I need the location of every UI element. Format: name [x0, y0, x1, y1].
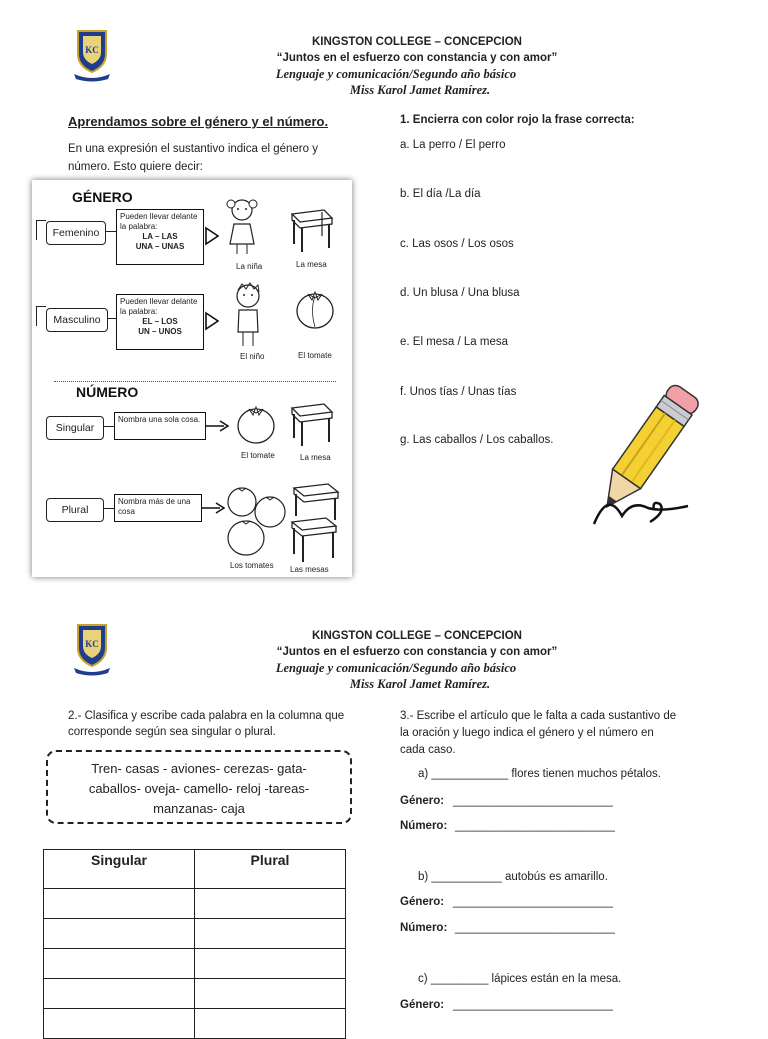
- table-cell[interactable]: [44, 919, 195, 949]
- col-plural-header: Plural: [195, 850, 346, 889]
- exercise1-item-e[interactable]: e. El mesa / La mesa: [400, 336, 509, 348]
- exercise3-a-genero-label: Género:: [400, 795, 445, 807]
- exercise3-a-numero-field[interactable]: _________________________: [455, 820, 615, 832]
- exercise3-a-numero-label: Número:: [400, 820, 448, 832]
- intro-line-1: En una expresión el sustantivo indica el género y: [68, 143, 318, 155]
- tomatoes-icon: [224, 482, 290, 562]
- exercise3-c-sentence[interactable]: c) _________ lápices están en la mesa.: [418, 973, 622, 985]
- school-name-2: KINGSTON COLLEGE – CONCEPCION: [311, 630, 522, 642]
- exercise1-item-g[interactable]: g. Las caballos / Los caballos.: [400, 434, 554, 446]
- arrow-icon: [204, 311, 220, 331]
- exercise1-item-d[interactable]: d. Un blusa / Una blusa: [400, 287, 520, 299]
- arrow-icon: [204, 226, 220, 246]
- col-singular-header: Singular: [44, 850, 195, 889]
- teacher-name-2: Miss Karol Jamet Ramírez.: [349, 677, 491, 691]
- nino-caption: El niño: [240, 352, 265, 361]
- masculino-rule-2: la palabra:: [120, 307, 158, 316]
- masculino-label: Masculino: [46, 308, 108, 332]
- femenino-rule-4: UNA – UNAS: [135, 242, 185, 251]
- teacher-name: Miss Karol Jamet Ramírez.: [349, 83, 491, 97]
- femenino-rule-2: la palabra:: [120, 222, 158, 231]
- numero-heading: NÚMERO: [76, 384, 139, 400]
- arrow-right-icon: [206, 418, 230, 434]
- word-bank: [46, 750, 352, 824]
- plural-rule-1: Nombra más de una: [118, 497, 191, 506]
- femenino-rule-3: LA – LAS: [142, 232, 178, 241]
- nina-caption: La niña: [236, 262, 263, 271]
- classification-table: [43, 849, 346, 1039]
- exercise3-instruction-2: la oración y luego indica el género y el número en: [400, 727, 654, 739]
- singular-mesa-caption: La mesa: [300, 453, 331, 462]
- table-cell[interactable]: [44, 979, 195, 1009]
- exercise1-item-c[interactable]: c. Las osos / Los osos: [400, 238, 514, 250]
- school-motto: “Juntos en el esfuerzo con constancia y con amor”: [276, 52, 558, 64]
- table-cell[interactable]: [195, 949, 346, 979]
- exercise3-b-genero-field[interactable]: _________________________: [453, 896, 613, 908]
- exercise3-b-genero-label: Género:: [400, 896, 445, 908]
- course-name: Lenguaje y comunicación/Segundo año básico: [275, 67, 517, 81]
- exercise1-item-b[interactable]: b. El día /La día: [400, 188, 481, 200]
- singular-rule-box: [114, 412, 206, 440]
- masculino-rule-1: Pueden llevar delante: [120, 297, 198, 306]
- exercise1-item-a[interactable]: a. La perro / El perro: [400, 139, 506, 151]
- table-icon: [286, 400, 336, 450]
- mesa-caption: La mesa: [296, 260, 327, 269]
- plural-rule-2: cosa: [118, 507, 135, 516]
- tables-icon: [288, 480, 344, 564]
- pencil-icon: [588, 380, 700, 530]
- tomates-caption: Los tomates: [230, 561, 274, 570]
- crest-text: KC: [85, 639, 99, 649]
- girl-icon: [224, 196, 260, 258]
- masculino-rule-box: [116, 294, 204, 350]
- exercise2-instruction-1: 2.- Clasifica y escribe cada palabra en la columna que: [68, 710, 345, 722]
- exercise3-a-genero-field[interactable]: _________________________: [453, 795, 613, 807]
- femenino-rule-1: Pueden llevar delante: [120, 212, 198, 221]
- femenino-rule-box: [116, 209, 204, 265]
- table-cell[interactable]: [195, 919, 346, 949]
- exercise3-b-numero-field[interactable]: _________________________: [455, 922, 615, 934]
- exercise3-instruction-3: cada caso.: [400, 744, 456, 756]
- exercise3-a-sentence[interactable]: a) ____________ flores tienen muchos pétalos.: [418, 768, 661, 780]
- mesas-caption: Las mesas: [290, 565, 329, 574]
- masculino-rule-3: EL – LOS: [142, 317, 178, 326]
- masculino-rule-4: UN – UNOS: [138, 327, 182, 336]
- table-cell[interactable]: [44, 949, 195, 979]
- singular-label: Singular: [46, 416, 104, 440]
- femenino-label: Femenino: [46, 221, 106, 245]
- boy-icon: [230, 280, 266, 350]
- tomato-icon: [294, 284, 336, 332]
- tomate-caption: El tomate: [298, 351, 332, 360]
- word-bank-line-1: Tren- casas - aviones- cerezas- gata-: [91, 761, 307, 776]
- word-bank-line-3: manzanas- caja: [153, 801, 245, 816]
- genero-heading: GÉNERO: [72, 189, 133, 205]
- singular-rule: Nombra una sola cosa.: [118, 415, 201, 424]
- exercise1-title: 1. Encierra con color rojo la frase correcta:: [400, 114, 635, 126]
- exercise3-b-sentence[interactable]: b) ___________ autobús es amarillo.: [418, 871, 608, 883]
- word-bank-line-2: caballos- oveja- camello- reloj -tareas-: [88, 781, 310, 796]
- crest-text: KC: [85, 45, 99, 55]
- exercise3-b-numero-label: Número:: [400, 922, 448, 934]
- intro-line-2: número. Esto quiere decir:: [68, 161, 203, 173]
- tomato-icon: [235, 400, 277, 446]
- plural-rule-box: [114, 494, 202, 522]
- plural-label: Plural: [46, 498, 104, 522]
- exercise3-c-genero-field[interactable]: _________________________: [453, 999, 613, 1011]
- school-motto-2: “Juntos en el esfuerzo con constancia y con amor”: [276, 646, 558, 658]
- exercise2-instruction-2: corresponde según sea singular o plural.: [68, 726, 276, 738]
- arrow-right-icon: [202, 500, 226, 516]
- exercise3-instruction-1: 3.- Escribe el artículo que le falta a cada sustantivo de: [400, 710, 677, 722]
- exercise1-item-f[interactable]: f. Unos tías / Unas tías: [400, 386, 517, 398]
- table-cell[interactable]: [195, 889, 346, 919]
- exercise3-c-genero-label: Género:: [400, 999, 445, 1011]
- singular-tomate-caption: El tomate: [241, 451, 275, 460]
- course-name-2: Lenguaje y comunicación/Segundo año básico: [275, 661, 517, 675]
- gender-number-infographic: [32, 180, 352, 577]
- lesson-title: Aprendamos sobre el género y el número.: [68, 114, 329, 129]
- table-cell[interactable]: [44, 889, 195, 919]
- table-cell[interactable]: [195, 979, 346, 1009]
- table-icon: [286, 206, 336, 256]
- school-name: KINGSTON COLLEGE – CONCEPCION: [311, 36, 522, 48]
